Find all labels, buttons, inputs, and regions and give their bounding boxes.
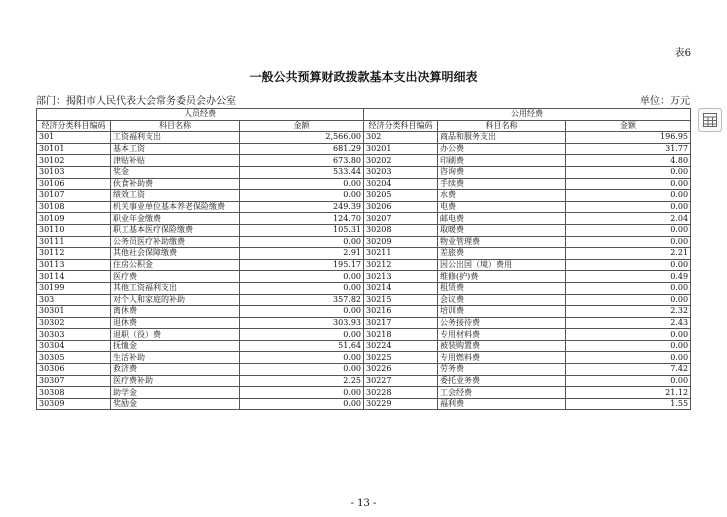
left-code-cell: 30110 bbox=[37, 224, 111, 236]
left-amount-cell: 105.31 bbox=[240, 224, 364, 236]
left-code-cell: 30303 bbox=[37, 329, 111, 341]
unit-label: 单位：万元 bbox=[640, 96, 690, 107]
right-name-cell: 工会经费 bbox=[438, 387, 566, 399]
column-header-row bbox=[37, 120, 691, 132]
right-code-cell: 30209 bbox=[364, 236, 438, 248]
personnel-group-header: 人员经费 bbox=[37, 109, 364, 121]
document-title: 一般公共预算财政拨款基本支出决算明细表 bbox=[249, 70, 478, 84]
left-name-cell: 绩效工资 bbox=[111, 190, 240, 202]
left-code-cell: 30306 bbox=[37, 364, 111, 376]
right-name-cell: 维修(护)费 bbox=[438, 271, 566, 283]
right-code-cell: 30214 bbox=[364, 282, 438, 294]
left-amount-cell: 0.00 bbox=[240, 387, 364, 399]
right-name-cell: 电费 bbox=[438, 201, 566, 213]
left-code-cell: 30112 bbox=[37, 248, 111, 260]
right-amount-cell: 0.00 bbox=[566, 166, 691, 178]
table-row bbox=[37, 248, 691, 260]
right-code-cell: 30211 bbox=[364, 248, 438, 260]
left-amount-cell: 249.39 bbox=[240, 201, 364, 213]
right-code-cell: 30225 bbox=[364, 352, 438, 364]
left-code-cell: 30304 bbox=[37, 340, 111, 352]
right-amount-header: 金额 bbox=[566, 120, 691, 132]
left-amount-cell: 2.91 bbox=[240, 248, 364, 260]
right-name-cell: 专用燃料费 bbox=[438, 352, 566, 364]
right-code-cell: 30217 bbox=[364, 317, 438, 329]
right-amount-cell: 2.43 bbox=[566, 317, 691, 329]
right-amount-cell: 2.32 bbox=[566, 306, 691, 318]
right-amount-cell: 0.00 bbox=[566, 375, 691, 387]
left-amount-cell: 124.70 bbox=[240, 213, 364, 225]
left-amount-cell: 0.00 bbox=[240, 178, 364, 190]
right-code-cell: 30213 bbox=[364, 271, 438, 283]
left-name-cell: 生活补助 bbox=[111, 352, 240, 364]
right-code-cell: 30201 bbox=[364, 143, 438, 155]
table-row bbox=[37, 178, 691, 190]
right-amount-cell: 0.00 bbox=[566, 259, 691, 271]
right-name-cell: 被装购置费 bbox=[438, 340, 566, 352]
left-name-cell: 奖励金 bbox=[111, 398, 240, 410]
right-amount-cell: 0.00 bbox=[566, 178, 691, 190]
right-code-cell: 30215 bbox=[364, 294, 438, 306]
table-row bbox=[37, 166, 691, 178]
right-code-cell: 30206 bbox=[364, 201, 438, 213]
right-code-cell: 30204 bbox=[364, 178, 438, 190]
right-code-cell: 30226 bbox=[364, 364, 438, 376]
left-name-cell: 退休费 bbox=[111, 317, 240, 329]
table-row bbox=[37, 224, 691, 236]
left-code-cell: 30309 bbox=[37, 398, 111, 410]
right-name-cell: 差旅费 bbox=[438, 248, 566, 260]
right-name-cell: 咨询费 bbox=[438, 166, 566, 178]
right-name-cell: 手续费 bbox=[438, 178, 566, 190]
left-amount-cell: 2.25 bbox=[240, 375, 364, 387]
table-row bbox=[37, 259, 691, 271]
left-code-cell: 30114 bbox=[37, 271, 111, 283]
left-name-cell: 离休费 bbox=[111, 306, 240, 318]
right-amount-cell: 0.00 bbox=[566, 224, 691, 236]
right-code-cell: 30227 bbox=[364, 375, 438, 387]
left-amount-cell: 681.29 bbox=[240, 143, 364, 155]
left-code-cell: 30101 bbox=[37, 143, 111, 155]
table-row bbox=[37, 387, 691, 399]
left-amount-cell: 0.00 bbox=[240, 306, 364, 318]
right-amount-cell: 2.04 bbox=[566, 213, 691, 225]
table-calculator-icon[interactable] bbox=[698, 108, 722, 132]
table-row bbox=[37, 132, 691, 144]
left-name-cell: 救济费 bbox=[111, 364, 240, 376]
left-amount-cell: 0.00 bbox=[240, 282, 364, 294]
right-amount-cell: 0.00 bbox=[566, 329, 691, 341]
right-code-header: 经济分类科目编码 bbox=[364, 120, 438, 132]
right-code-cell: 30228 bbox=[364, 387, 438, 399]
department-label: 部门：揭阳市人民代表大会常务委员会办公室 bbox=[36, 96, 236, 107]
right-amount-cell: 0.00 bbox=[566, 340, 691, 352]
right-code-cell: 30216 bbox=[364, 306, 438, 318]
table-row bbox=[37, 201, 691, 213]
left-name-cell: 职业年金缴费 bbox=[111, 213, 240, 225]
right-amount-cell: 1.55 bbox=[566, 398, 691, 410]
left-code-cell: 30109 bbox=[37, 213, 111, 225]
table-row bbox=[37, 352, 691, 364]
right-name-cell: 水费 bbox=[438, 190, 566, 202]
right-name-cell: 物业管理费 bbox=[438, 236, 566, 248]
left-code-cell: 30301 bbox=[37, 306, 111, 318]
left-name-cell: 基本工资 bbox=[111, 143, 240, 155]
left-name-cell: 奖金 bbox=[111, 166, 240, 178]
right-name-cell: 办公费 bbox=[438, 143, 566, 155]
left-amount-cell: 2,566.00 bbox=[240, 132, 364, 144]
right-amount-cell: 196.95 bbox=[566, 132, 691, 144]
right-amount-cell: 0.00 bbox=[566, 190, 691, 202]
left-name-cell: 抚恤金 bbox=[111, 340, 240, 352]
right-name-cell: 委托业务费 bbox=[438, 375, 566, 387]
left-name-cell: 伙食补助费 bbox=[111, 178, 240, 190]
right-code-cell: 302 bbox=[364, 132, 438, 144]
left-code-cell: 30308 bbox=[37, 387, 111, 399]
left-amount-cell: 0.00 bbox=[240, 329, 364, 341]
left-name-cell: 其他工资福利支出 bbox=[111, 282, 240, 294]
right-amount-cell: 0.00 bbox=[566, 282, 691, 294]
expenditure-table bbox=[36, 108, 691, 410]
right-amount-cell: 0.00 bbox=[566, 236, 691, 248]
left-name-cell: 其他社会保障缴费 bbox=[111, 248, 240, 260]
right-name-cell: 租赁费 bbox=[438, 282, 566, 294]
right-amount-cell: 4.80 bbox=[566, 155, 691, 167]
left-code-cell: 30113 bbox=[37, 259, 111, 271]
table-row bbox=[37, 143, 691, 155]
right-amount-cell: 0.00 bbox=[566, 201, 691, 213]
table-row bbox=[37, 375, 691, 387]
left-code-cell: 30102 bbox=[37, 155, 111, 167]
left-name-cell: 工资福利支出 bbox=[111, 132, 240, 144]
table-row bbox=[37, 190, 691, 202]
right-name-cell: 商品和服务支出 bbox=[438, 132, 566, 144]
left-code-cell: 30307 bbox=[37, 375, 111, 387]
right-name-cell: 邮电费 bbox=[438, 213, 566, 225]
table-row bbox=[37, 236, 691, 248]
left-amount-cell: 195.17 bbox=[240, 259, 364, 271]
right-name-cell: 劳务费 bbox=[438, 364, 566, 376]
right-amount-cell: 7.42 bbox=[566, 364, 691, 376]
table-row bbox=[37, 155, 691, 167]
left-amount-cell: 0.00 bbox=[240, 236, 364, 248]
table-row bbox=[37, 213, 691, 225]
table-row bbox=[37, 282, 691, 294]
left-amount-header: 金额 bbox=[240, 120, 364, 132]
left-name-cell: 住房公积金 bbox=[111, 259, 240, 271]
public-group-header: 公用经费 bbox=[364, 109, 691, 121]
left-name-cell: 医疗费 bbox=[111, 271, 240, 283]
left-amount-cell: 533.44 bbox=[240, 166, 364, 178]
right-amount-cell: 0.00 bbox=[566, 294, 691, 306]
right-name-cell: 印刷费 bbox=[438, 155, 566, 167]
left-amount-cell: 0.00 bbox=[240, 398, 364, 410]
left-amount-cell: 0.00 bbox=[240, 352, 364, 364]
right-amount-cell: 2.21 bbox=[566, 248, 691, 260]
table-row bbox=[37, 364, 691, 376]
left-code-cell: 303 bbox=[37, 294, 111, 306]
table-row bbox=[37, 340, 691, 352]
left-code-cell: 30302 bbox=[37, 317, 111, 329]
group-header-row bbox=[37, 109, 691, 121]
left-amount-cell: 51.64 bbox=[240, 340, 364, 352]
right-name-cell: 取暖费 bbox=[438, 224, 566, 236]
left-code-cell: 30108 bbox=[37, 201, 111, 213]
left-code-cell: 30103 bbox=[37, 166, 111, 178]
table-row bbox=[37, 398, 691, 410]
left-name-cell: 退职（役）费 bbox=[111, 329, 240, 341]
right-name-cell: 福利费 bbox=[438, 398, 566, 410]
table-number: 表6 bbox=[674, 48, 691, 59]
right-code-cell: 30218 bbox=[364, 329, 438, 341]
right-amount-cell: 31.77 bbox=[566, 143, 691, 155]
left-name-cell: 对个人和家庭的补助 bbox=[111, 294, 240, 306]
table-row bbox=[37, 294, 691, 306]
right-amount-cell: 0.00 bbox=[566, 352, 691, 364]
left-amount-cell: 0.00 bbox=[240, 190, 364, 202]
right-amount-cell: 21.12 bbox=[566, 387, 691, 399]
table-body bbox=[37, 132, 691, 410]
left-name-cell: 职工基本医疗保险缴费 bbox=[111, 224, 240, 236]
right-amount-cell: 0.49 bbox=[566, 271, 691, 283]
right-name-cell: 培训费 bbox=[438, 306, 566, 318]
left-name-cell: 津贴补贴 bbox=[111, 155, 240, 167]
left-code-cell: 30111 bbox=[37, 236, 111, 248]
table-row bbox=[37, 317, 691, 329]
right-name-cell: 因公出国（境）费用 bbox=[438, 259, 566, 271]
left-name-cell: 助学金 bbox=[111, 387, 240, 399]
left-code-header: 经济分类科目编码 bbox=[37, 120, 111, 132]
left-name-cell: 医疗费补助 bbox=[111, 375, 240, 387]
right-code-cell: 30207 bbox=[364, 213, 438, 225]
right-code-cell: 30212 bbox=[364, 259, 438, 271]
left-code-cell: 30305 bbox=[37, 352, 111, 364]
right-code-cell: 30202 bbox=[364, 155, 438, 167]
right-name-cell: 公务接待费 bbox=[438, 317, 566, 329]
right-code-cell: 30208 bbox=[364, 224, 438, 236]
left-amount-cell: 0.00 bbox=[240, 364, 364, 376]
left-name-header: 科目名称 bbox=[111, 120, 240, 132]
table-row bbox=[37, 329, 691, 341]
left-name-cell: 公务员医疗补助缴费 bbox=[111, 236, 240, 248]
left-amount-cell: 673.80 bbox=[240, 155, 364, 167]
left-code-cell: 301 bbox=[37, 132, 111, 144]
table-calculator-glyph bbox=[703, 113, 717, 127]
right-name-header: 科目名称 bbox=[438, 120, 566, 132]
table-row bbox=[37, 306, 691, 318]
right-code-cell: 30224 bbox=[364, 340, 438, 352]
right-code-cell: 30229 bbox=[364, 398, 438, 410]
left-code-cell: 30107 bbox=[37, 190, 111, 202]
right-code-cell: 30203 bbox=[364, 166, 438, 178]
left-amount-cell: 303.93 bbox=[240, 317, 364, 329]
left-amount-cell: 0.00 bbox=[240, 271, 364, 283]
left-code-cell: 30199 bbox=[37, 282, 111, 294]
table-row bbox=[37, 271, 691, 283]
right-name-cell: 会议费 bbox=[438, 294, 566, 306]
right-name-cell: 专用材料费 bbox=[438, 329, 566, 341]
left-code-cell: 30106 bbox=[37, 178, 111, 190]
right-code-cell: 30205 bbox=[364, 190, 438, 202]
left-name-cell: 机关事业单位基本养老保险缴费 bbox=[111, 201, 240, 213]
page-number: - 13 - bbox=[350, 498, 377, 509]
left-amount-cell: 357.82 bbox=[240, 294, 364, 306]
